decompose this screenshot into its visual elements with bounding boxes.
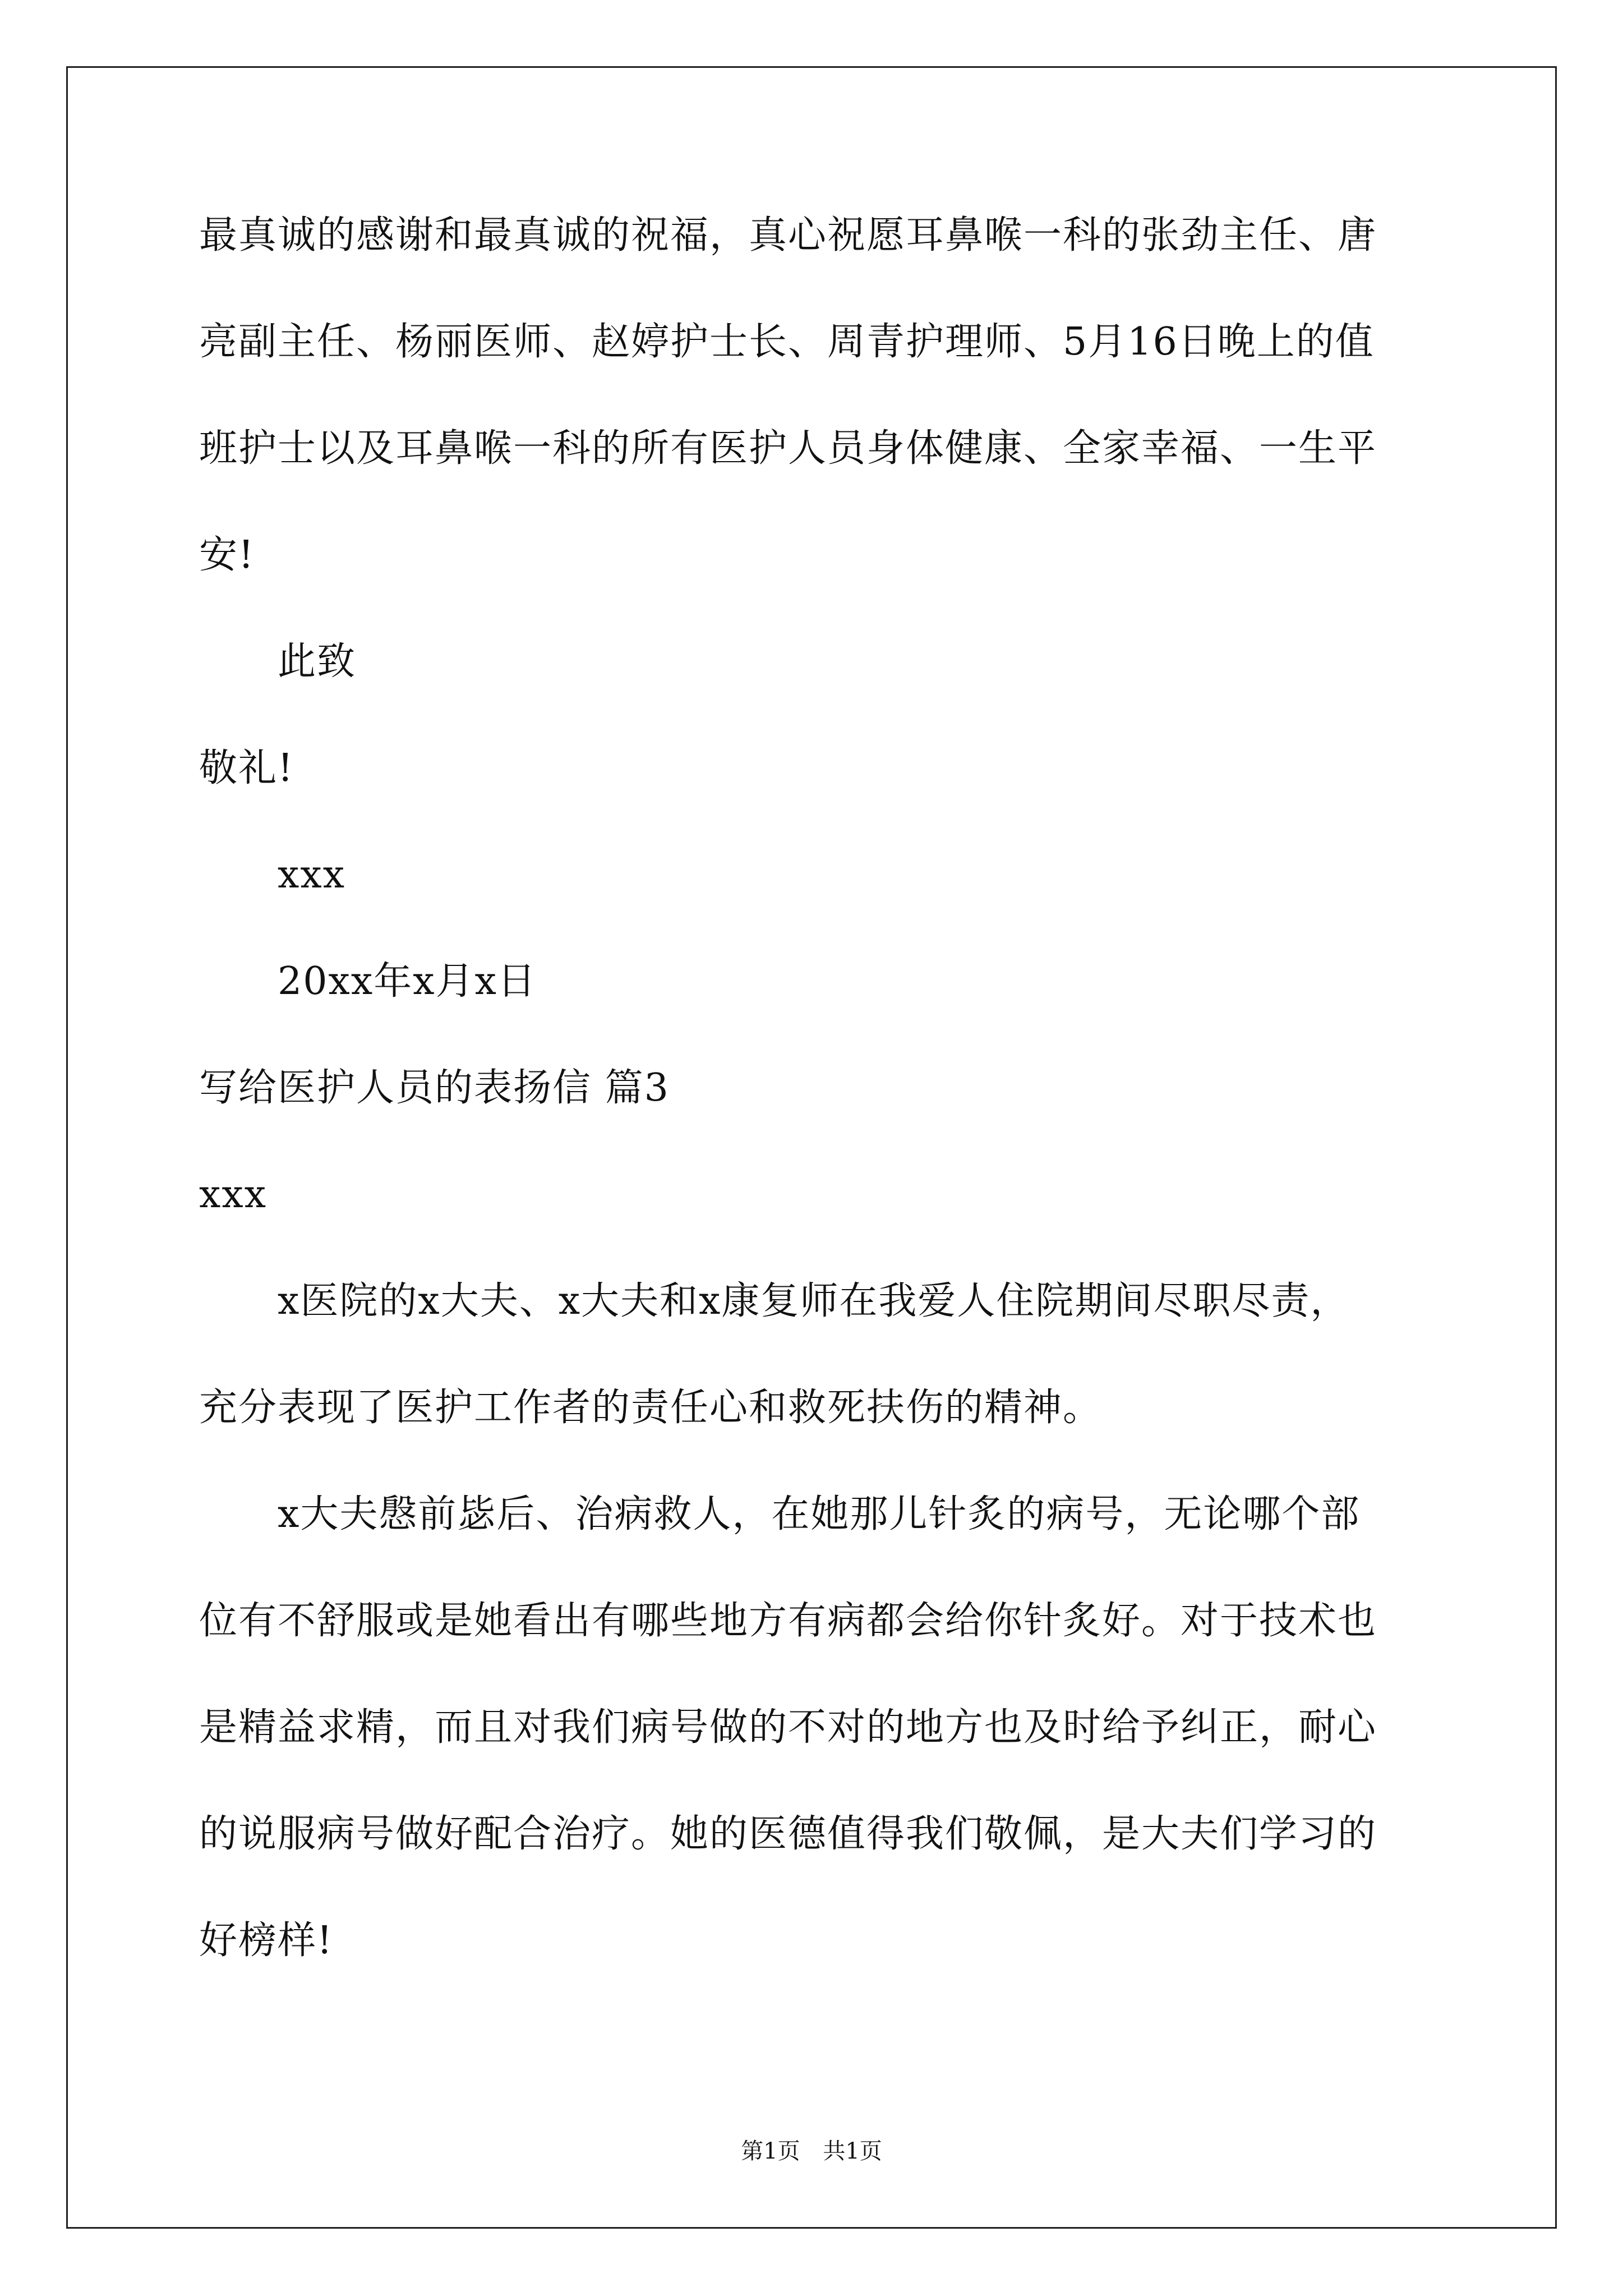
text-line: x医院的x大夫、x大夫和x康复师在我爱人住院期间尽职尽责，	[278, 1279, 1350, 1323]
text-line: 是精益求精，而且对我们病号做的不对的地方也及时给予纠正，耐心	[199, 1705, 1377, 1750]
date-line: 20xx年x月x日	[278, 959, 537, 1004]
page-total: 共1页	[823, 2138, 882, 2164]
section-heading: 写给医护人员的表扬信 篇3	[199, 1066, 670, 1110]
page-number: 第1页	[741, 2138, 800, 2164]
text-line: 位有不舒服或是她看出有哪些地方有病都会给你针炙好。对于技术也	[199, 1599, 1377, 1643]
page-border	[66, 66, 1557, 2229]
text-line: 充分表现了医护工作者的责任心和救死扶伤的精神。	[199, 1386, 1103, 1430]
salutation-line: 此致	[278, 639, 357, 684]
text-line: 班护士以及耳鼻喉一科的所有医护人员身体健康、全家幸福、一生平	[199, 426, 1377, 471]
addressee-line: xxx	[199, 1172, 268, 1217]
page-footer	[0, 2137, 1623, 2165]
text-line: 最真诚的感谢和最真诚的祝福，真心祝愿耳鼻喉一科的张劲主任、唐	[199, 213, 1377, 257]
salutation-line: 敬礼!	[199, 746, 294, 790]
text-line: 好榜样!	[199, 1918, 334, 1963]
text-line: 亮副主任、杨丽医师、赵婷护士长、周青护理师、5月16日晚上的值	[199, 320, 1375, 364]
text-line: x大夫慇前毖后、治病救人，在她那儿针炙的病号，无论哪个部	[278, 1492, 1361, 1536]
text-line: 安!	[199, 533, 255, 577]
text-line: 的说服病号做好配合治疗。她的医德值得我们敬佩，是大夫们学习的	[199, 1812, 1377, 1856]
signature-line: xxx	[278, 853, 346, 897]
